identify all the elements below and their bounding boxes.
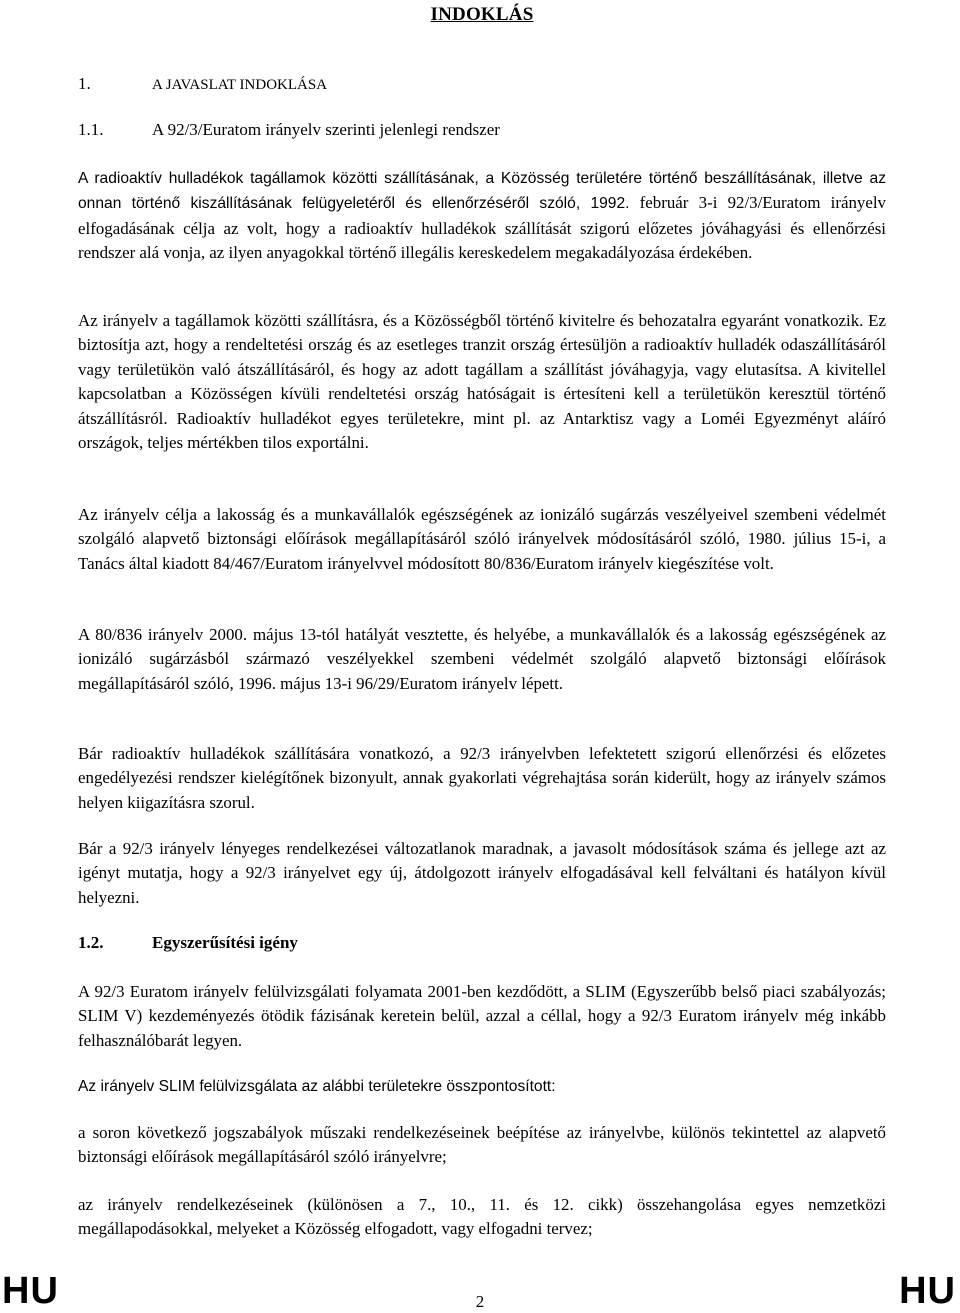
paragraph-adjustment: Bár radioaktív hulladékok szállítására vonatkozó, a 92/3 irányelvben lefektetett szigorú ellenőrzési és előzetes engedélyezési rendszer kielégítőnek bizonyult, annak gyakorlati végrehajtása során kiderült, hogy az irányelv számos helyen kiigazításra szorul. <box>78 744 886 812</box>
paragraph-aim: Az irányelv célja a lakosság és a munkavállalók egészségének az ionizáló sugárzás veszélyeivel szembeni védelmét szolgáló alapvető biztonsági előírások megállapításáról szóló irányelvek módosításáról szóló, 1980. július 15-i, a Tanács által kiadott 84/467/Euratom irányelvvel módosított 80/836/Euratom irányelv kiegészítése volt. <box>78 505 886 573</box>
paragraph-slim-focus: Az irányelv SLIM felülvizsgálata az alábbi területekre összpontosított: <box>78 1078 556 1095</box>
paragraph-list-item-technical: a soron következő jogszabályok műszaki rendelkezéseinek beépítése az irányelvbe, különös tekintettel az alapvető biztonsági előírások megállapításáról szóló irányelvre; <box>78 1123 886 1167</box>
document-title: INDOKLÁS <box>430 4 534 25</box>
section-number: 1. <box>78 74 91 93</box>
paragraph-repeal: A 80/836 irányelv 2000. május 13-tól hatályát vesztette, és helyébe, a munkavállalók és a lakosság egészségének az ionizáló sugárzásból származó veszélyekkel szembeni védelmét szolgáló alapvető biztonsági előírások megállapításáról szóló, 1996. május 13-i 96/29/Euratom irányelv lépett. <box>78 625 886 693</box>
page-number: 2 <box>475 1292 485 1311</box>
section-heading-1-1 <box>78 120 500 140</box>
footer-language-code-right: HU <box>899 1270 956 1312</box>
paragraph-part: A radioaktív hulladékok tagállamok közötti szállításának, a Közösség területére történő beszállításának, illetve az onnan történő kiszállításának felügyeletéről és ellenőrzéséről szóló, 1992. <box>78 170 886 213</box>
paragraph-slim-review: A 92/3 Euratom irányelv felülvizsgálati folyamata 2001-ben kezdődött, a SLIM (Egyszerűbb belső piaci szabályozás; SLIM V) kezdeményezés ötödik fázisának keretein belül, azzal a céllal, hogy a 92/3 Euratom irányelv még inkább felhasználóbarát legyen. <box>78 982 886 1050</box>
section-number: 1.1. <box>78 120 104 139</box>
paragraph-part: február 3-i 92/3/Euratom irányelv elfogadásának célja az volt, hogy a radioaktív hulladékok szállítását szigorú előzetes jóváhagyási és ellenőrzési rendszer alá vonja, az ilyen anyagokkal történő illegális kereskedelem megakadályozása érdekében. <box>78 193 886 263</box>
section-title: A JAVASLAT INDOKLÁSA <box>152 77 328 93</box>
section-title: Egyszerűsítési igény <box>152 933 298 952</box>
paragraph-amendments: Bár a 92/3 irányelv lényeges rendelkezései változatlanok maradnak, a javasolt módosítások száma és jellege azt az igényt mutatja, hogy a 92/3 irányelvet egy új, átdolgozott irányelv elfogadásával kell felváltani és hatályon kívül helyezni. <box>78 839 886 907</box>
section-number: 1.2. <box>78 933 104 952</box>
paragraph-current-system <box>78 166 886 266</box>
section-heading-1 <box>78 74 327 94</box>
section-heading-1-2 <box>78 933 298 953</box>
paragraph-list-item-harmonisation: az irányelv rendelkezéseinek (különösen a 7., 10., 11. és 12. cikk) összehangolása egyes nemzetközi megállapodásokkal, melyeket a Közösség elfogadott, vagy elfogadni tervez; <box>78 1195 886 1239</box>
paragraph-scope: Az irányelv a tagállamok közötti szállításra, és a Közösségből történő kivitelre és behozatalra egyaránt vonatkozik. Ez biztosítja azt, hogy a rendeltetési ország és az esetleges tranzit ország értesüljön a radioaktív hulladék odaszállításáról vagy területükön való átszállításáról, és hogy az adott tagállam a szállítást jóváhagyja, vagy elutasítsa. A kivitellel kapcsolatban a Közösségen kívüli rendeltetési ország hatóságait is értesíteni kell a területükön keresztül történő átszállításról. Radioaktív hulladékot egyes területekre, mint pl. az Antarktisz vagy a Loméi Egyezményt aláíró országok, teljes mértékben tilos exportálni. <box>78 311 886 453</box>
section-title: A 92/3/Euratom irányelv szerinti jelenlegi rendszer <box>152 120 500 139</box>
footer-language-code-left: HU <box>2 1270 59 1312</box>
